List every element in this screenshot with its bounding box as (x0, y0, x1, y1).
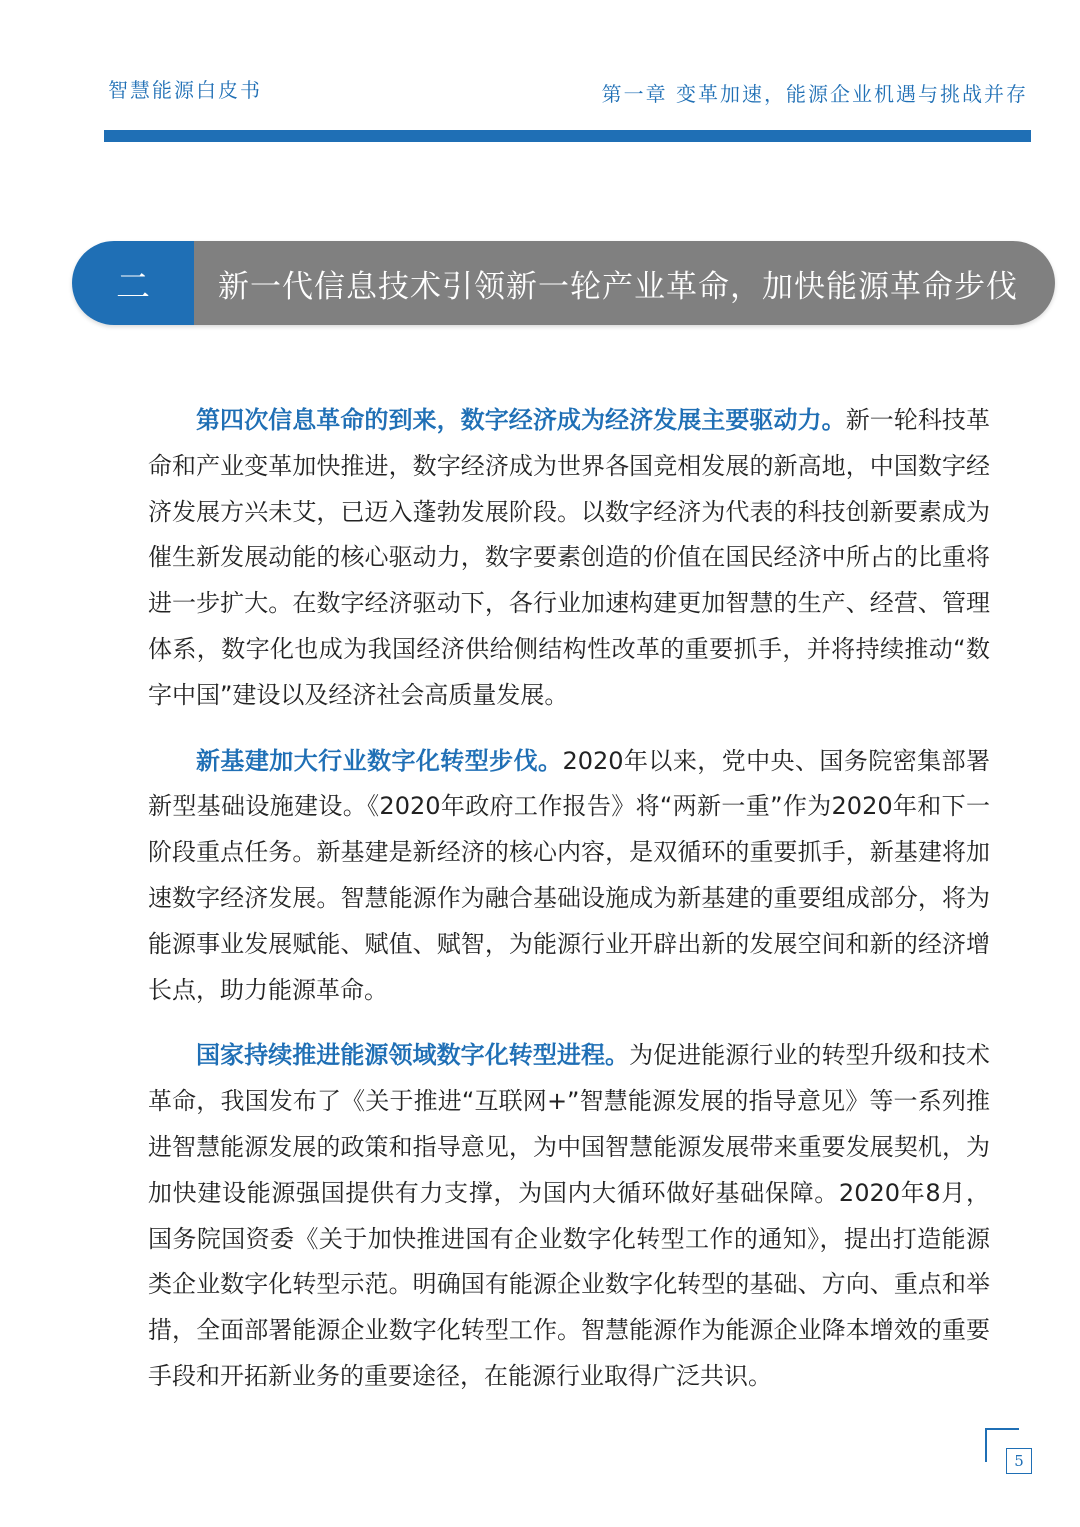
header-document-title: 智慧能源白皮书 (108, 78, 262, 102)
paragraph-lead: 新基建加大行业数字化转型步伐。 (196, 746, 563, 775)
paragraph-text: 新一轮科技革命和产业变革加快推进，数字经济成为世界各国竞相发展的新高地，中国数字经济发展方兴未艾，已迈入蓬勃发展阶段。以数字经济为代表的科技创新要素成为催生新发展动能的核心驱动力，数字要素创造的价值在国民经济中所占的比重将进一步扩大。在数字经济驱动下，各行业加速构建更加智慧的生产、经营、管理体系，数字化也成为我国经济供给侧结构性改革的重要抓手，并将持续推动“数字中国”建设以及经济社会高质量发展。 (148, 406, 990, 709)
header-chapter-title: 第一章 变革加速，能源企业机遇与挑战并存 (601, 82, 1028, 106)
paragraph (148, 739, 990, 1014)
section-number: 二 (72, 241, 194, 325)
paragraph-lead: 第四次信息革命的到来，数字经济成为经济发展主要驱动力。 (196, 406, 846, 434)
page-number: 5 (1006, 1448, 1032, 1474)
body-text (148, 398, 990, 1420)
section-banner (72, 241, 1055, 325)
paragraph-text: 2020年以来，党中央、国务院密集部署新型基础设施建设。《2020年政府工作报告》将“两新一重”作为2020年和下一阶段重点任务。新基建是新经济的核心内容，是双循环的重要抓手，新基建将加速数字经济发展。智慧能源作为融合基础设施成为新基建的重要组成部分，将为能源事业发展赋能、赋值、赋智，为能源行业开辟出新的发展空间和新的经济增长点，助力能源革命。 (148, 746, 991, 1004)
section-title: 新一代信息技术引领新一轮产业革命，加快能源革命步伐 (194, 241, 1055, 325)
header-rule (104, 130, 1031, 142)
paragraph-text: 为促进能源行业的转型升级和技术革命，我国发布了《关于推进“互联网+”智慧能源发展的指导意见》等一系列推进智慧能源发展的政策和指导意见，为中国智慧能源发展带来重要发展契机，为加快建设能源强国提供有力支撑，为国内大循环做好基础保障。2020年8月，国务院国资委《关于加快推进国有企业数字化转型工作的通知》，提出打造能源类企业数字化转型示范。明确国有能源企业数字化转型的基础、方向、重点和举措，全面部署能源企业数字化转型工作。智慧能源作为能源企业降本增效的重要手段和开拓新业务的重要途径，在能源行业取得广泛共识。 (148, 1041, 990, 1390)
paragraph (148, 398, 990, 719)
paragraph (148, 1033, 990, 1399)
paragraph-lead: 国家持续推进能源领域数字化转型进程。 (196, 1041, 630, 1070)
